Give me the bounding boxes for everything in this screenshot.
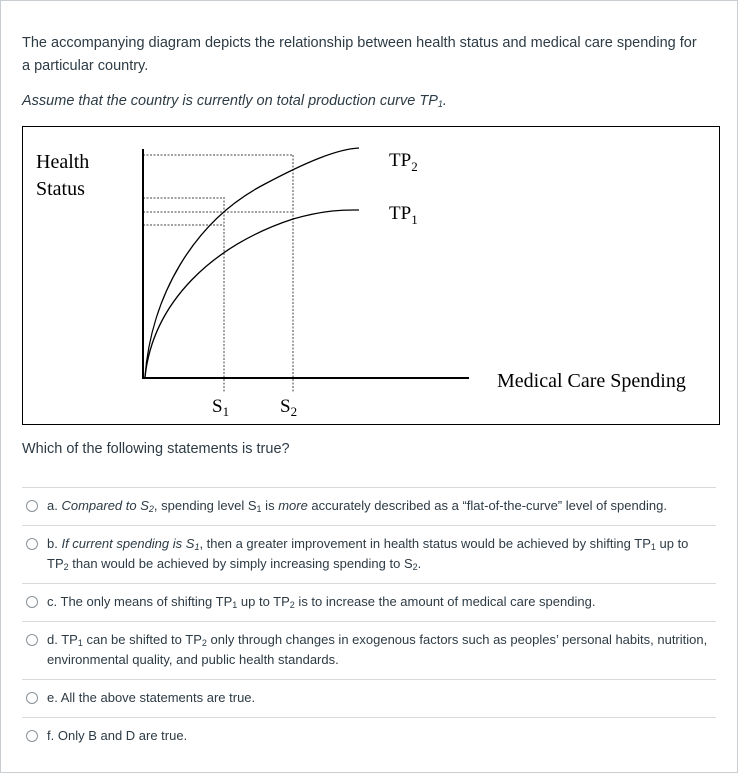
- option-f[interactable]: [22, 717, 716, 755]
- x-axis-label: Medical Care Spending: [497, 370, 686, 392]
- option-e-text: e. All the above statements are true.: [47, 690, 256, 705]
- health-spending-diagram: [22, 126, 720, 425]
- tp2-curve: [145, 148, 359, 377]
- intro-text: The accompanying diagram depicts the relationship between health status and medical care spending for a particular country.: [22, 35, 697, 74]
- option-d-text: d. $TP_1$ can be shifted to $TP_2$ only through changes in exogenous factors such as peoples’ personal habits, nutrition, environmental quality, and public health standards.: [47, 632, 708, 667]
- diagram-canvas: [23, 127, 721, 426]
- option-c[interactable]: [22, 583, 716, 621]
- radio-b[interactable]: [26, 538, 38, 550]
- option-c-text: c. The only means of shifting $TP_1$ up to $TP_2$ is to increase the amount of medical care spending.: [47, 594, 596, 610]
- radio-d[interactable]: [26, 634, 38, 646]
- tp2-label: $TP_2$: [389, 150, 418, 174]
- radio-c[interactable]: [26, 596, 38, 608]
- question-text: Which of the following statements is true?: [22, 441, 290, 457]
- y-axis-label-line2: Status: [36, 178, 85, 200]
- answer-options: [22, 487, 716, 755]
- radio-a[interactable]: [26, 500, 38, 512]
- radio-f[interactable]: [26, 730, 38, 742]
- option-a[interactable]: [22, 487, 716, 525]
- option-f-text: f. Only B and D are true.: [47, 728, 188, 743]
- option-a-text: a. Compared to $S_2$, spending level $S_1$ is more accurately described as a “flat-of-the-curve” level of spending.: [47, 498, 667, 514]
- radio-e[interactable]: [26, 692, 38, 704]
- s1-label: $S_1$: [212, 396, 230, 419]
- assumption-text: Assume that the country is currently on total production curve $TP_1$.: [22, 93, 447, 109]
- option-d[interactable]: [22, 621, 716, 679]
- option-e[interactable]: [22, 679, 716, 717]
- option-b[interactable]: [22, 525, 716, 583]
- guide-lines: [143, 155, 293, 393]
- y-axis-label-line1: Health: [36, 151, 90, 173]
- tp1-label: $TP_1$: [389, 203, 418, 227]
- s2-label: $S_2$: [280, 396, 298, 419]
- tp1-curve: [145, 210, 359, 377]
- option-b-text: b. If current spending is $S_1$, then a greater improvement in health status would be achieved by shifting $TP_1$ up to $TP_2$ than would be achieved by simply increasing spending to $S_2$.: [47, 536, 689, 572]
